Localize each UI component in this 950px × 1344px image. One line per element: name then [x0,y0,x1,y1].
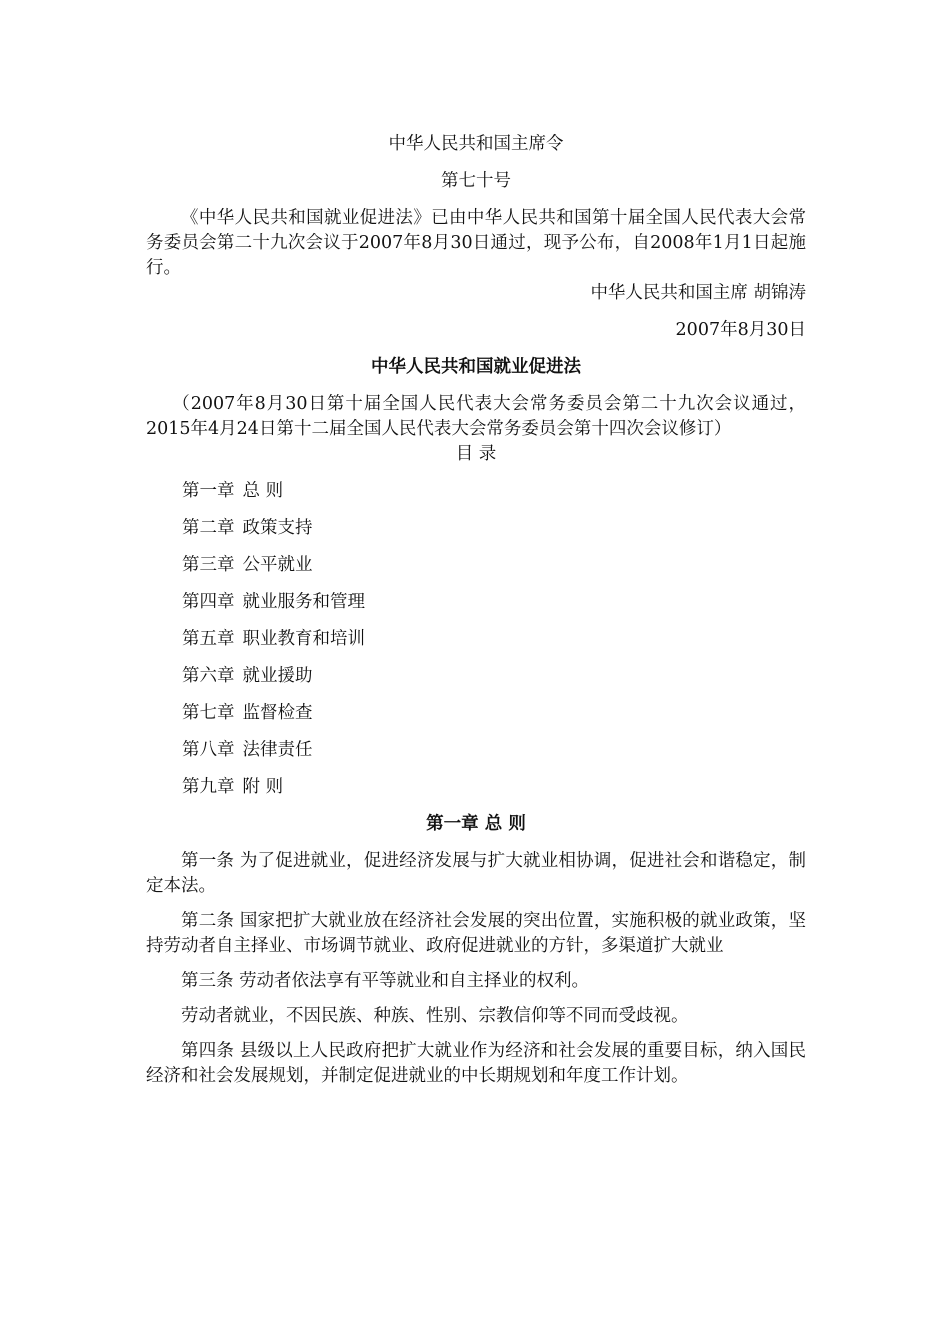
toc-heading: 目 录 [455,444,497,464]
law-adoption-note: （2007年8月30日第十届全国人民代表大会常务委员会第二十九次会议通过，2015年4月24日第十二届全国人民代表大会常务委员会第十四次会议修订） [146,394,806,439]
article-3-clause: 劳动者就业，不因民族、种族、性别、宗教信仰等不同而受歧视。 [181,1006,689,1026]
article-1: 第一条 为了促进就业，促进经济发展与扩大就业相协调，促进社会和谐稳定，制定本法。 [146,851,806,896]
toc-item: 第九章 附 则 [182,777,284,797]
toc-item: 第五章 职业教育和培训 [182,629,365,649]
chapter-1-heading: 第一章 总 则 [426,814,526,834]
law-title: 中华人民共和国就业促进法 [371,357,581,377]
article-4: 第四条 县级以上人民政府把扩大就业作为经济和社会发展的重要目标，纳入国民经济和社会发展规划，并制定促进就业的中长期规划和年度工作计划。 [146,1041,806,1086]
toc-item: 第三章 公平就业 [182,555,313,575]
decree-heading: 中华人民共和国主席令 [388,134,564,154]
article-3: 第三条 劳动者依法享有平等就业和自主择业的权利。 [181,971,590,991]
toc-item: 第二章 政策支持 [182,518,313,538]
document-page [146,132,806,1089]
toc-item: 第一章 总 则 [182,481,284,501]
toc-item: 第六章 就业援助 [182,666,313,686]
toc-item: 第八章 法律责任 [182,740,313,760]
article-2: 第二条 国家把扩大就业放在经济社会发展的突出位置，实施积极的就业政策，坚持劳动者自主择业、市场调节就业、政府促进就业的方针，多渠道扩大就业 [146,911,806,956]
decree-date: 2007年8月30日 [675,320,806,340]
toc-item: 第四章 就业服务和管理 [182,592,365,612]
decree-signature: 中华人民共和国主席 胡锦涛 [590,283,806,303]
table-of-contents [146,479,806,812]
toc-item: 第七章 监督检查 [182,703,313,723]
decree-number: 第七十号 [441,171,511,191]
decree-body: 《中华人民共和国就业促进法》已由中华人民共和国第十届全国人民代表大会常务委员会第二十九次会议于2007年8月30日通过，现予公布，自2008年1月1日起施行。 [146,208,806,278]
